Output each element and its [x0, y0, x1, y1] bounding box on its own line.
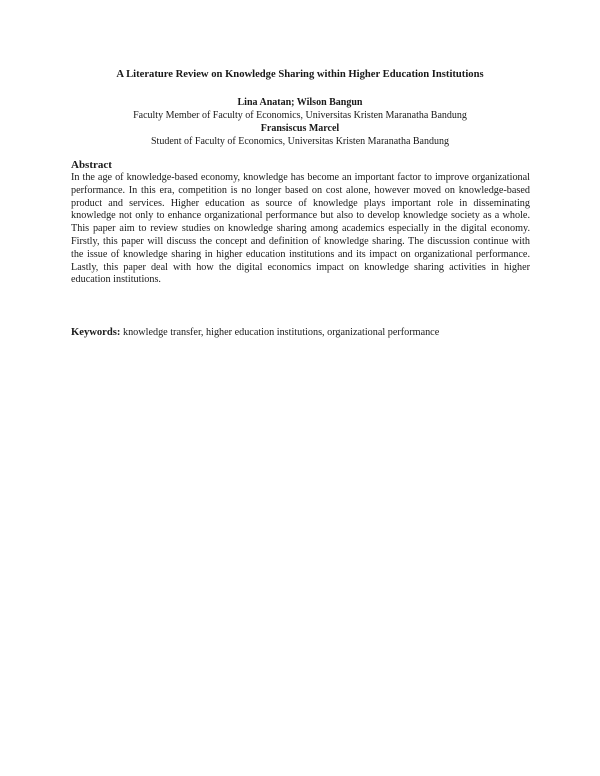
abstract-body: In the age of knowledge-based economy, knowledge has become an important factor to improve organizational performance. In this era, competition is no longer based on cost alone, however moved on knowledge-based product and services. Higher education as source of knowledge plays important role in disseminating knowledge not only to enhance organizational performance but also to develop knowledge society as a whole. This paper aim to review studies on knowledge sharing among academics especially in the digital economy. Firstly, this paper will discuss the concept and definition of knowledge sharing. The discussion continue with the issue of knowledge sharing in higher education institutions and its impact on organizational performance. Lastly, this paper deal with how the digital economics impact on knowledge sharing activities in higher education institutions. — [71, 172, 530, 286]
author-affiliation-2: Student of Faculty of Economics, Universitas Kristen Maranatha Bandung — [151, 136, 449, 147]
abstract-heading: Abstract — [71, 159, 112, 171]
author-names-1: Lina Anatan; Wilson Bangun — [237, 97, 363, 108]
keywords-line — [71, 326, 530, 339]
keywords-text: knowledge transfer, higher education institutions, organizational performance — [122, 327, 440, 338]
abstract-section — [71, 159, 530, 287]
keywords-label: Keywords: — [71, 327, 121, 338]
author-block — [0, 96, 600, 148]
author-affiliation-1: Faculty Member of Faculty of Economics, Universitas Kristen Maranatha Bandung — [133, 110, 467, 121]
author-names-2: Fransiscus Marcel — [260, 123, 340, 134]
paper-title: A Literature Review on Knowledge Sharing within Higher Education Institutions — [116, 69, 484, 80]
